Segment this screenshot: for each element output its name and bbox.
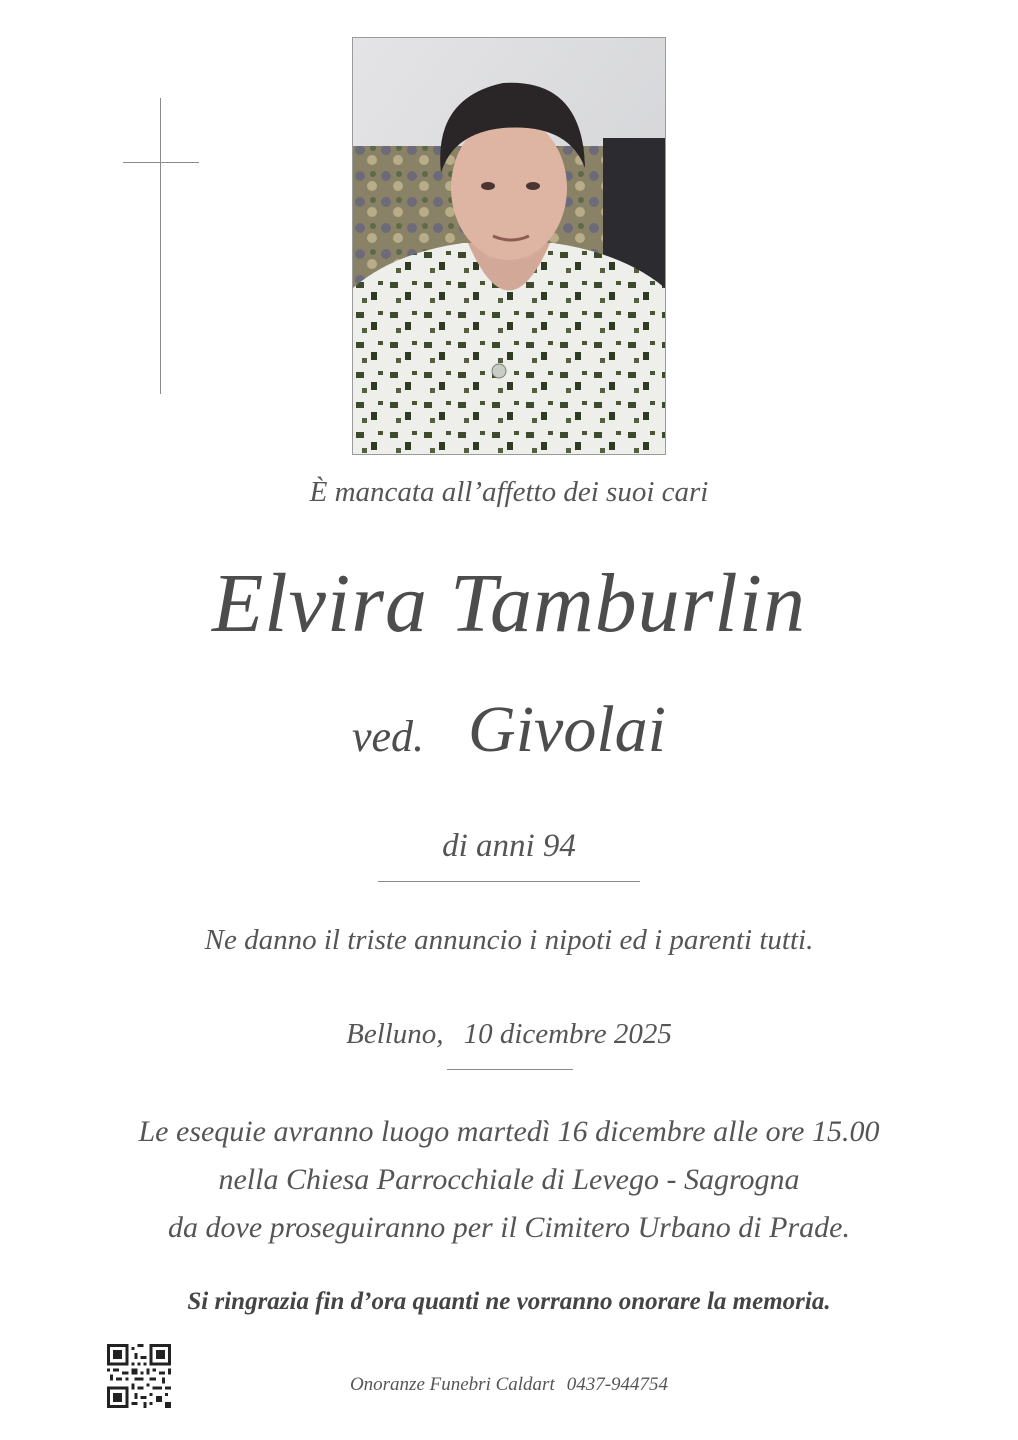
widow-line [0, 692, 1018, 768]
intro-text: È mancata all’affetto dei suoi cari [309, 476, 709, 508]
deceased-name: Elvira Tamburlin [212, 557, 806, 650]
date-divider [447, 1069, 573, 1070]
cross-vertical-bar [160, 98, 161, 394]
widow-prefix: ved. [351, 712, 425, 761]
funeral-details [0, 1108, 1018, 1252]
funeral-line: da dove proseguiranno per il Cimitero Urbano di Prade. [168, 1211, 850, 1244]
place-name: Belluno, [346, 1018, 444, 1050]
cross-horizontal-bar [123, 162, 199, 163]
funeral-line: nella Chiesa Parrocchiale di Levego - Sagrogna [218, 1163, 800, 1196]
place-date [0, 1018, 1018, 1051]
age-divider [378, 881, 640, 882]
announcement-text: Ne danno il triste annuncio i nipoti ed i parenti tutti. [204, 924, 814, 956]
date-text: 10 dicembre 2025 [463, 1018, 672, 1050]
funeral-home-name: Onoranze Funebri Caldart [349, 1374, 555, 1395]
married-name: Givolai [468, 693, 667, 766]
funeral-home-contact [0, 1374, 1018, 1396]
portrait-photo [352, 37, 666, 455]
funeral-line: Le esequie avranno luogo martedì 16 dicembre alle ore 15.00 [138, 1115, 880, 1148]
thanks-text: Si ringrazia fin d’ora quanti ne vorranno onorare la memoria. [187, 1288, 831, 1315]
funeral-home-phone: 0437-944754 [566, 1374, 669, 1395]
age-text: di anni 94 [442, 828, 576, 864]
